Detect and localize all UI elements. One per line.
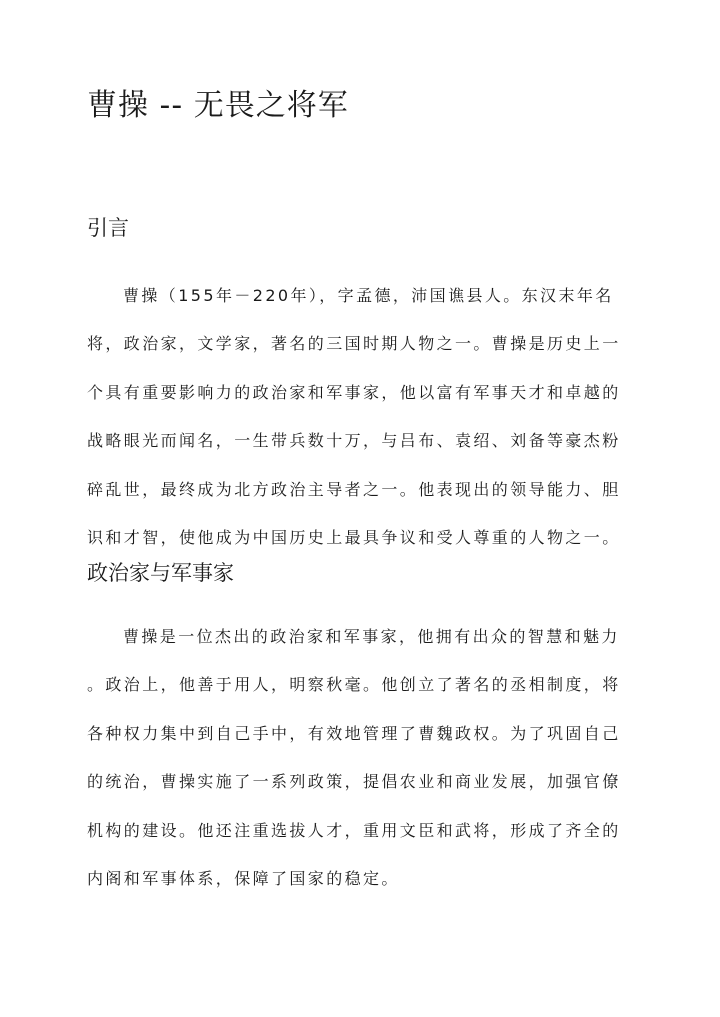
paragraph-line: 机构的建设。他还注重选拔人才，重用文臣和武将，形成了齐全的 (87, 820, 621, 840)
paragraph-line: 曹操（155年－220年），字孟德，沛国谯县人。东汉末年名 (123, 286, 614, 305)
intro-paragraph (87, 272, 647, 562)
paragraph-line: 个具有重要影响力的政治家和军事家，他以富有军事天才和卓越的 (87, 382, 621, 402)
document-title: 曹操 -- 无畏之将军 (87, 88, 349, 123)
paragraph-line: 的统治，曹操实施了一系列政策，提倡农业和商业发展，加强官僚 (87, 772, 621, 792)
paragraph-line: 各种权力集中到自己手中，有效地管理了曹魏政权。为了巩固自己 (87, 723, 621, 743)
paragraph-line: 曹操是一位杰出的政治家和军事家，他拥有出众的智慧和魅力 (123, 627, 620, 646)
paragraph-line: 识和才智，使他成为中国历史上最具争议和受人尊重的人物之一。 (87, 527, 621, 547)
paragraph-line: 将，政治家，文学家，著名的三国时期人物之一。曹操是历史上一 (87, 334, 621, 354)
paragraph-line: 战略眼光而闻名，一生带兵数十万，与吕布、袁绍、刘备等豪杰粉 (87, 431, 621, 451)
section-heading-intro: 引言 (87, 216, 129, 240)
paragraph-line: 。政治上，他善于用人，明察秋毫。他创立了著名的丞相制度，将 (87, 675, 621, 695)
paragraph-line: 内阁和军事体系，保障了国家的稳定。 (87, 868, 400, 888)
paragraph-line: 碎乱世，最终成为北方政治主导者之一。他表现出的领导能力、胆 (87, 479, 621, 499)
section-heading-statesman: 政治家与军事家 (87, 561, 234, 585)
statesman-paragraph (87, 613, 647, 903)
